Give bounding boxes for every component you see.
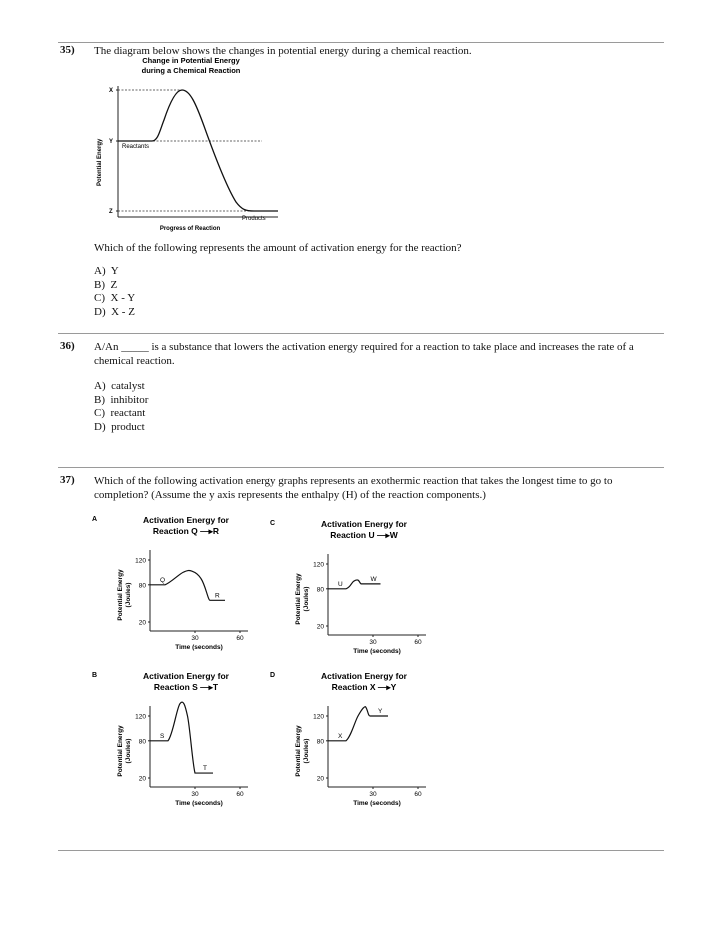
question-37-text: Which of the following activation energy graphs represents an exothermic reaction that takes the longest time to go to completion? (Assume the y axis represents the enthalpy (H) of the reaction components.) xyxy=(94,475,613,501)
graph-xlabel: Time (seconds) xyxy=(353,648,401,655)
y-tick-label: 80 xyxy=(138,582,146,590)
graph-title-line2: Reaction Q —▸R xyxy=(152,526,220,536)
y-tick-label: 20 xyxy=(316,623,324,631)
question-35-options xyxy=(94,265,135,319)
question-36-text: A/An _____ is a substance that lowers the activation energy required for a reaction to take place and increases the rate of a chemical reaction. xyxy=(94,341,634,367)
option-d[interactable]: D) product xyxy=(94,420,145,433)
graph-ylabel-units: (Joules) xyxy=(125,582,132,608)
y-tick-label: 20 xyxy=(138,619,146,627)
divider xyxy=(58,42,664,43)
option-d[interactable]: D) X - Z xyxy=(94,305,135,318)
start-label: Q xyxy=(160,576,166,584)
x-tick-label: 60 xyxy=(236,635,244,642)
activation-energy-chart xyxy=(268,668,448,818)
y-tick-label: 20 xyxy=(138,775,146,783)
x-tick-label: 30 xyxy=(191,791,199,798)
divider xyxy=(58,850,664,851)
end-label: T xyxy=(203,765,207,773)
level-label-y: Y xyxy=(109,139,114,145)
activation-energy-chart xyxy=(90,512,270,662)
option-c[interactable]: C) reactant xyxy=(94,407,146,420)
graph-ylabel: Potential Energy xyxy=(117,725,124,777)
question-number-36: 36) xyxy=(60,340,75,352)
graph-title-line1: Activation Energy for xyxy=(143,671,229,681)
graph-ylabel: Potential Energy xyxy=(295,573,302,625)
graph-title-line1: Activation Energy for xyxy=(143,515,229,525)
divider xyxy=(58,333,664,334)
level-label-z: Z xyxy=(109,209,113,215)
diagram-ylabel: Potential Energy xyxy=(97,138,103,186)
graph-xlabel: Time (seconds) xyxy=(175,644,223,651)
graph-c xyxy=(268,516,448,671)
graph-title-line2: Reaction S —▸T xyxy=(153,682,219,692)
graph-ylabel: Potential Energy xyxy=(117,569,124,621)
option-a[interactable]: A) catalyst xyxy=(94,380,145,392)
graph-a xyxy=(90,512,270,667)
graph-ylabel-units: (Joules) xyxy=(303,738,310,764)
graph-xlabel: Time (seconds) xyxy=(353,800,401,807)
reactants-label: Reactants xyxy=(122,144,150,150)
activation-energy-chart xyxy=(268,516,448,666)
products-label: Products xyxy=(242,216,266,222)
potential-energy-diagram xyxy=(90,54,290,239)
x-tick-label: 30 xyxy=(369,639,377,646)
activation-energy-chart xyxy=(90,668,270,818)
y-tick-label: 120 xyxy=(135,557,146,565)
y-tick-label: 120 xyxy=(313,561,324,569)
question-number-37: 37) xyxy=(60,474,75,486)
graph-title-line2: Reaction X —▸Y xyxy=(331,682,397,692)
graph-d xyxy=(268,668,448,823)
graph-title-line2: Reaction U —▸W xyxy=(330,530,398,540)
option-b[interactable]: B) inhibitor xyxy=(94,393,149,406)
start-label: U xyxy=(338,580,343,588)
start-label: X xyxy=(338,732,343,740)
divider xyxy=(58,467,664,468)
y-tick-label: 80 xyxy=(316,738,324,746)
energy-curve xyxy=(150,570,225,600)
x-tick-label: 60 xyxy=(414,639,422,646)
graph-xlabel: Time (seconds) xyxy=(175,800,223,807)
diagram-title-line2: during a Chemical Reaction xyxy=(141,66,241,75)
y-tick-label: 120 xyxy=(313,713,324,721)
option-c[interactable]: C) X - Y xyxy=(94,292,136,305)
y-tick-label: 80 xyxy=(138,738,146,746)
end-label: R xyxy=(215,592,220,600)
y-tick-label: 20 xyxy=(316,775,324,783)
graph-title-line1: Activation Energy for xyxy=(321,671,407,681)
graph-letter: B xyxy=(92,672,98,679)
graph-letter: D xyxy=(270,672,276,679)
graph-ylabel: Potential Energy xyxy=(295,725,302,777)
option-b[interactable]: B) Z xyxy=(94,278,118,291)
diagram-xlabel: Progress of Reaction xyxy=(159,226,221,232)
level-label-x: X xyxy=(109,88,114,94)
graph-letter: C xyxy=(270,520,276,527)
graph-title-line1: Activation Energy for xyxy=(321,519,407,529)
option-a[interactable]: A) Y xyxy=(94,265,119,277)
y-tick-label: 120 xyxy=(135,713,146,721)
graph-ylabel-units: (Joules) xyxy=(125,738,132,764)
question-35-prompt: Which of the following represents the amount of activation energy for the reaction? xyxy=(94,242,462,254)
graph-b xyxy=(90,668,270,823)
diagram-title-line1: Change in Potential Energy xyxy=(142,56,240,65)
x-tick-label: 30 xyxy=(369,791,377,798)
x-tick-label: 60 xyxy=(414,791,422,798)
y-tick-label: 80 xyxy=(316,586,324,594)
start-label: S xyxy=(160,732,165,740)
x-tick-label: 30 xyxy=(191,635,199,642)
graph-letter: A xyxy=(92,516,98,523)
question-36-options xyxy=(94,380,148,434)
question-35-text: The diagram below shows the changes in potential energy during a chemical reaction. xyxy=(94,45,472,57)
energy-curve xyxy=(118,90,278,211)
graph-ylabel-units: (Joules) xyxy=(303,586,310,612)
x-tick-label: 60 xyxy=(236,791,244,798)
end-label: W xyxy=(370,575,377,583)
end-label: Y xyxy=(378,708,383,715)
question-number-35: 35) xyxy=(60,44,75,56)
